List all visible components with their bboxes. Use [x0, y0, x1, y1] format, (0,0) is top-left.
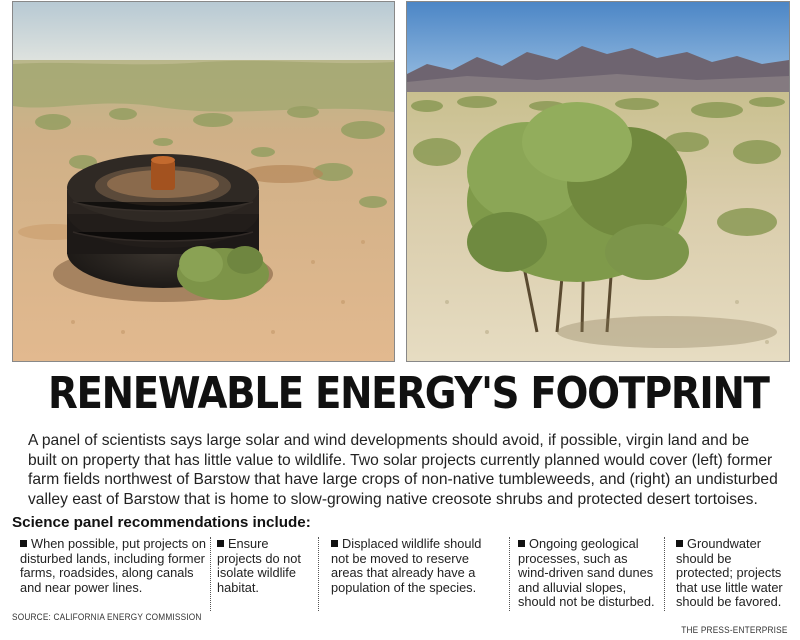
desert-valley-image	[407, 2, 789, 361]
recommendation-item	[217, 537, 305, 611]
recommendation-text: Ensure projects do not isolate wildlife habitat.	[217, 536, 301, 595]
column-divider	[210, 537, 211, 611]
recommendation-text: Groundwater should be protected; projects that use little water should be favored.	[676, 536, 783, 610]
lede-paragraph: A panel of scientists says large solar and wind developments should avoid, if possible, virgin land and be built on property that has little value to wildlife. Two solar projects currently planned would cover (left) former farm fields northwest of Barstow that have large crops of non-native tumbleweeds, and (right) an undisturbed valley east of Barstow that is home to slow-growing native creosote shrubs and protected desert tortoises.	[28, 432, 778, 508]
recommendation-text: Ongoing geological processes, such as wind-driven sand dunes and alluvial slopes, should not be disturbed.	[518, 536, 655, 610]
bullet-icon	[518, 540, 525, 547]
headline: RENEWABLE ENERGY'S FOOTPRINT	[48, 368, 769, 419]
column-divider	[509, 537, 510, 611]
recommendation-text: Displaced wildlife should not be moved to reserve areas that already have a population of the species.	[331, 536, 482, 595]
photo-desert-valley	[406, 1, 790, 362]
source-line: SOURCE: CALIFORNIA ENERGY COMMISSION	[12, 612, 202, 622]
bullet-icon	[676, 540, 683, 547]
publication-credit: THE PRESS-ENTERPRISE	[681, 625, 788, 635]
recommendation-item	[20, 537, 206, 611]
bullet-icon	[20, 540, 27, 547]
bullet-icon	[331, 540, 338, 547]
photo-farm-field	[12, 1, 395, 362]
recommendations-heading: Science panel recommendations include:	[12, 514, 311, 531]
column-divider	[318, 537, 319, 611]
farm-field-image	[13, 2, 394, 361]
recommendation-item	[676, 537, 788, 611]
bullet-icon	[217, 540, 224, 547]
recommendation-item	[331, 537, 499, 611]
recommendations-list	[12, 537, 788, 611]
recommendation-item	[518, 537, 658, 611]
column-divider	[664, 537, 665, 611]
recommendation-text: When possible, put projects on disturbed lands, including former farms, roadsides, along canals and near power lines.	[20, 536, 206, 595]
